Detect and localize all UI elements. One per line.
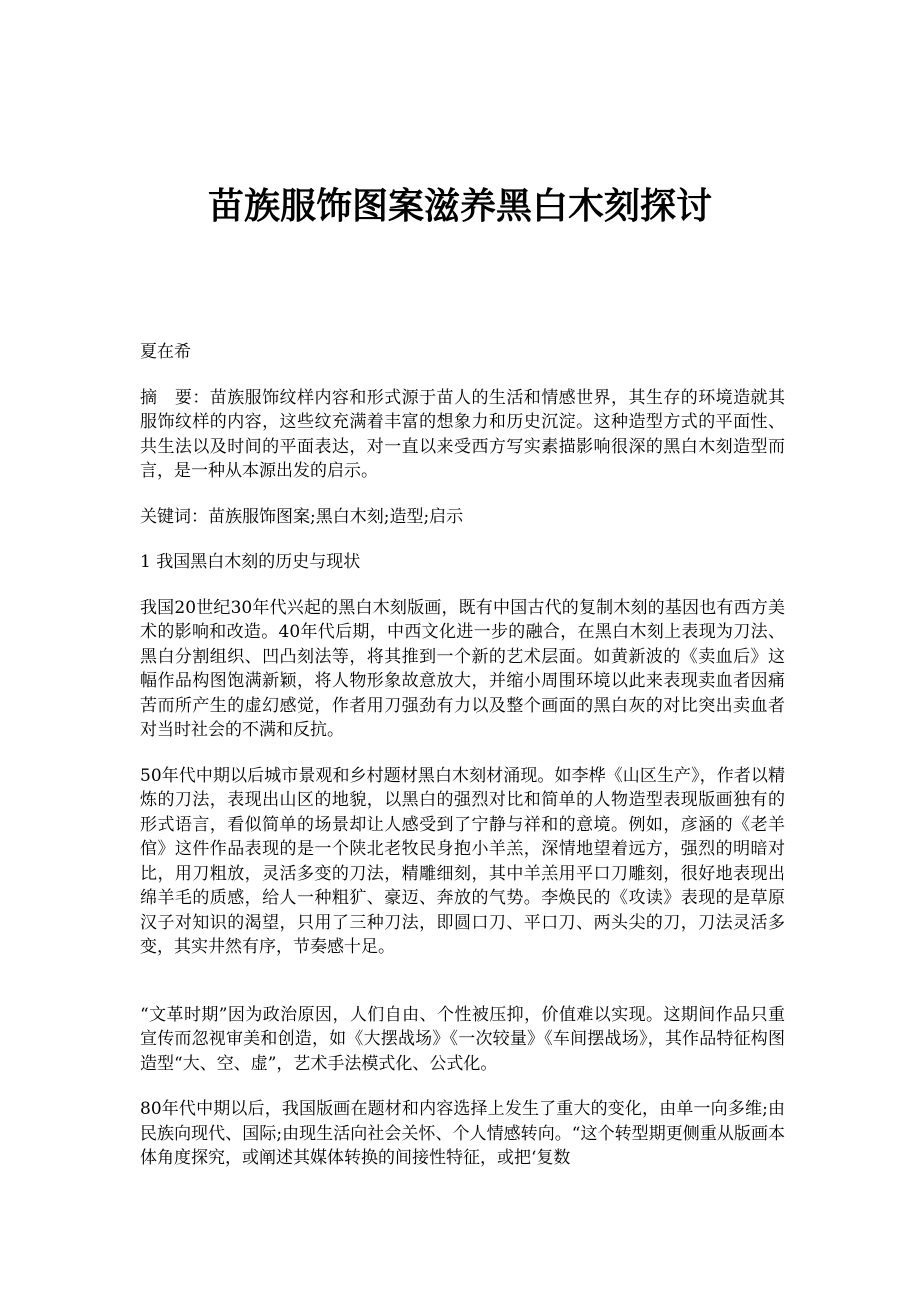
section-heading: 1 我国黑白木刻的历史与现状 — [140, 552, 361, 572]
body-paragraph: 我国20世纪30年代兴起的黑白木刻版画，既有中国古代的复制木刻的基因也有西方美术的影响和改造。40年代后期，中西文化进一步的融合，在黑白木刻上表现为刀法、黑白分割组织、凹凸刻法等，将其推到一个新的艺术层面。如黄新波的《卖血后》这幅作品构图饱满新颖，将人物形象故意放大，并缩小周围环境以此来表现卖血者因痛苦而所产生的虚幻感觉，作者用刀强劲有力以及整个画面的黑白灰的对比突出卖血者对当时社会的不满和反抗。 — [140, 597, 785, 740]
abstract-paragraph: 摘 要：苗族服饰纹样内容和形式源于苗人的生活和情感世界，其生存的环境造就其服饰纹样的内容，这些纹充满着丰富的想象力和历史沉淀。这种造型方式的平面性、共生法以及时间的平面表达，对一直以来受西方写实素描影响很深的黑白木刻造型而言，是一种从本源出发的启示。 — [140, 387, 785, 481]
body-paragraph: 80年代中期以后，我国版画在题材和内容选择上发生了重大的变化，由单一向多维;由民族向现代、国际;由现生活向社会关怀、个人情感转向。“这个转型期更侧重从版画本体角度探究，或阐述其媒体转换的间接性特征，或把‘复数 — [140, 1099, 785, 1168]
body-paragraph: 50年代中期以后城市景观和乡村题材黑白木刻材涌现。如李桦《山区生产》，作者以精炼的刀法，表现出山区的地貌，以黑白的强烈对比和简单的人物造型表现版画独有的形式语言，看似简单的场景却让人感受到了宁静与祥和的意境。例如，彦涵的《老羊倌》这件作品表现的是一个陕北老牧民身抱小羊羔，深情地望着远方，强烈的明暗对比，用刀粗放，灵活多变的刀法，精雕细刻，其中羊羔用平口刀雕刻，很好地表现出绵羊毛的质感，给人一种粗犷、豪迈、奔放的气势。李焕民的《攻读》表现的是草原汉子对知识的渴望，只用了三种刀法，即圆口刀、平口刀、两头尖的刀，刀法灵活多变，其实井然有序，节奏感十足。 — [140, 765, 785, 957]
document-body — [140, 340, 785, 1192]
author-name: 夏在希 — [140, 342, 191, 362]
keywords-line: 关键词：苗族服饰图案;黑白木刻;造型;启示 — [140, 506, 464, 527]
body-paragraph: “文革时期”因为政治原因，人们自由、个性被压抑，价值难以实现。这期间作品只重宣传而忽视审美和创造，如《大摆战场》《一次较量》《车间摆战场》，其作品特征构图造型“大、空、虚”，艺术手法模式化、公式化。 — [140, 1004, 785, 1074]
document-title: 苗族服饰图案滋养黑白木刻探讨 — [207, 186, 712, 227]
